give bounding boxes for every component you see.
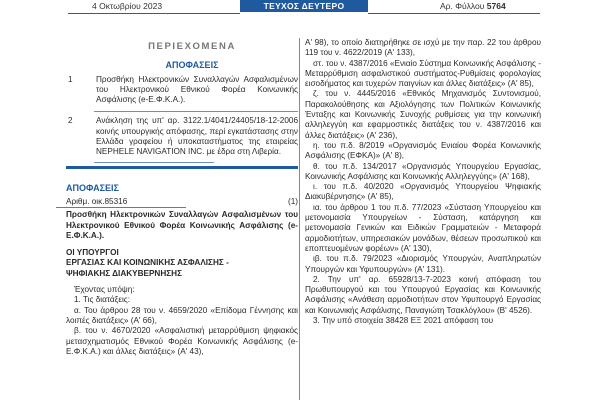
- body-paragraph: 2. Την υπ' αρ. 65928/13-7-2023 κοινή απόφαση του Πρωθυπουργού και του Υπουργού Εργασίας και Κοινωνικής Ασφάλισης «Ανάθεση αρμοδιοτήτων στον Υφυπουργό Εργασίας και Κοινωνικής Ασφάλισης, Παναγιώτη Τσακλόγλου» (Β' 4526).: [305, 274, 541, 315]
- body-paragraph: ι. του π.δ. 40/2020 «Οργανισμός Υπουργείου Ψηφιακής Διακυβέρνησης» (Α' 85),: [305, 182, 541, 202]
- header-rule-right: [368, 13, 540, 14]
- toc-item-number: 2: [68, 116, 73, 126]
- decisions-section-title: ΑΠΟΦΑΣΕΙΣ: [66, 182, 119, 193]
- decision-heading: Προσθήκη Ηλεκτρονικών Συναλλαγών Ασφαλισμένων του Ηλεκτρονικού Εθνικού Φορέα Κοινωνικής Ασφάλισης (e-Ε.Φ.Κ.Α.).: [66, 210, 298, 240]
- body-paragraph: α. Του άρθρου 28 του ν. 4659/2020 «Επίδομα Γέννησης και λοιπές διατάξεις» (Α' 66),: [66, 305, 298, 325]
- contents-title: ΠΕΡΙΕΧΟΜΕΝΑ: [148, 41, 236, 52]
- left-column: [66, 38, 298, 357]
- body-paragraph: 3. Την υπό στοιχεία 38428 ΕΞ 2021 απόφαση του: [313, 316, 494, 326]
- page-header: [0, 0, 600, 14]
- column-divider: [299, 38, 300, 400]
- body-paragraph: ζ. του ν. 4445/2016 «Εθνικός Μηχανισμός Συντονισμού, Παρακολούθησης και Αξιολόγησης των Πολιτικών Κοινωνικής Ένταξης και Κοινωνικής Συνοχής ρυθμίσεις για την κοινωνική αλληλεγγύη και εφαρμοστικές διατάξεις του ν. 4387/2016 και άλλες διατάξεις» (Α' 236),: [305, 89, 541, 140]
- body-paragraph: στ. του ν. 4387/2016 «Ενιαίο Σύστημα Κοινωνικής Ασφάλισης - Μεταρρύθμιση ασφαλιστικού συστήματος-Ρυθμίσεις φορολογίας εισοδήματος και τυχερών παιγνίων και άλλες διατάξεις» (Α' 85),: [305, 58, 541, 89]
- toc-divider: [94, 111, 298, 112]
- sheet-label: Αρ. Φύλλου: [440, 1, 485, 11]
- decision-reference-row: [66, 197, 298, 208]
- toc-item-text[interactable]: Ανάκληση της υπ' αρ. 3122.1/4041/24405/18-12-2006 κοινής υπουργικής απόφασης, περί εγκατάστασης στην Ελλάδα γραφείου ή υποκαταστήματος της εταιρείας NEPHELE NAVIGATION INC. με έδρα στη Λιβερία.: [96, 116, 298, 157]
- body-paragraph: Α' 98), το οποίο διατηρήθηκε σε ισχύ με την παρ. 22 του άρθρου 119 του ν. 4622/2019 (Α' 133),: [305, 38, 541, 58]
- ministers-line: ΨΗΦΙΑΚΗΣ ΔΙΑΚΥΒΕΡΝΗΣΗΣ: [66, 268, 182, 278]
- body-paragraph: 1. Τις διατάξεις:: [74, 295, 131, 305]
- body-paragraph: ια. του άρθρου 1 του π.δ. 77/2023 «Σύσταση Υπουργείου και μετονομασία Υπουργείων - Σύσταση, κατάργηση και μετονομασία Γενικών και Ειδικών Γραμματειών - Μεταφορά αρμοδιοτήτων, υπηρεσιακών μονάδων, θέσεων προσωπικού και εποπτευομένων φορέων» (Α' 130),: [305, 202, 541, 253]
- decision-reference: Αριθμ. οικ.85316: [56, 197, 186, 208]
- ministers-line: ΟΙ ΥΠΟΥΡΓΟΙ: [66, 248, 119, 258]
- issue-date: 4 Οκτωβρίου 2023: [92, 1, 163, 11]
- body-paragraph: η. του π.δ. 8/2019 «Οργανισμός Ενιαίου Φορέα Κοινωνικής Ασφάλισης (ΕΦΚΑ)» (Α' 8),: [305, 140, 541, 161]
- sheet-value: 5764: [486, 1, 506, 11]
- body-paragraph: β. του ν. 4670/2020 «Ασφαλιστική μεταρρύθμιση ψηφιακός μετασχηματισμός Εθνικού Φορέα Κοινωνικής Ασφάλισης (e-Ε.Φ.Κ.Α.) και άλλες διατάξεις» (Α' 43),: [66, 326, 298, 356]
- ministers-line: ΕΡΓΑΣΙΑΣ ΚΑΙ ΚΟΙΝΩΝΙΚΗΣ ΑΣΦΑΛΙΣΗΣ -: [66, 258, 229, 268]
- body-paragraph: ιβ. του π.δ. 79/2023 «Διορισμός Υπουργών, Αναπληρωτών Υπουργών και Υφυπουργών» (Α' 131).: [305, 254, 541, 274]
- toc-item[interactable]: [66, 75, 298, 109]
- issue-badge: ΤΕΥΧΟΣ ΔΕΥΤΕΡΟ: [240, 0, 368, 12]
- toc-item-number: 1: [68, 74, 73, 84]
- contents-section-title: ΑΠΟΦΑΣΕΙΣ: [165, 60, 219, 71]
- body-paragraph: Έχοντας υπόψη:: [74, 285, 135, 295]
- toc-divider: [94, 162, 214, 163]
- right-column: [305, 38, 541, 326]
- toc-item[interactable]: [66, 116, 298, 160]
- decision-number: (1): [287, 196, 298, 206]
- ministers-heading: [66, 248, 298, 279]
- body-paragraph: θ. του π.δ. 134/2017 «Οργανισμός Υπουργείου Εργασίας, Κοινωνικής Ασφάλισης και Κοινωνικής Αλληλεγγύης» (Α' 168),: [305, 161, 541, 181]
- contents-end-rule: [66, 166, 298, 169]
- toc-item-text[interactable]: Προσθήκη Ηλεκτρονικών Συναλλαγών Ασφαλισμένων του Ηλεκτρονικού Εθνικού Φορέα Κοινωνικής Ασφάλισης (e-Ε.Φ.Κ.Α.).: [96, 74, 298, 105]
- sheet-number: [440, 1, 506, 11]
- header-rule-left: [68, 13, 240, 14]
